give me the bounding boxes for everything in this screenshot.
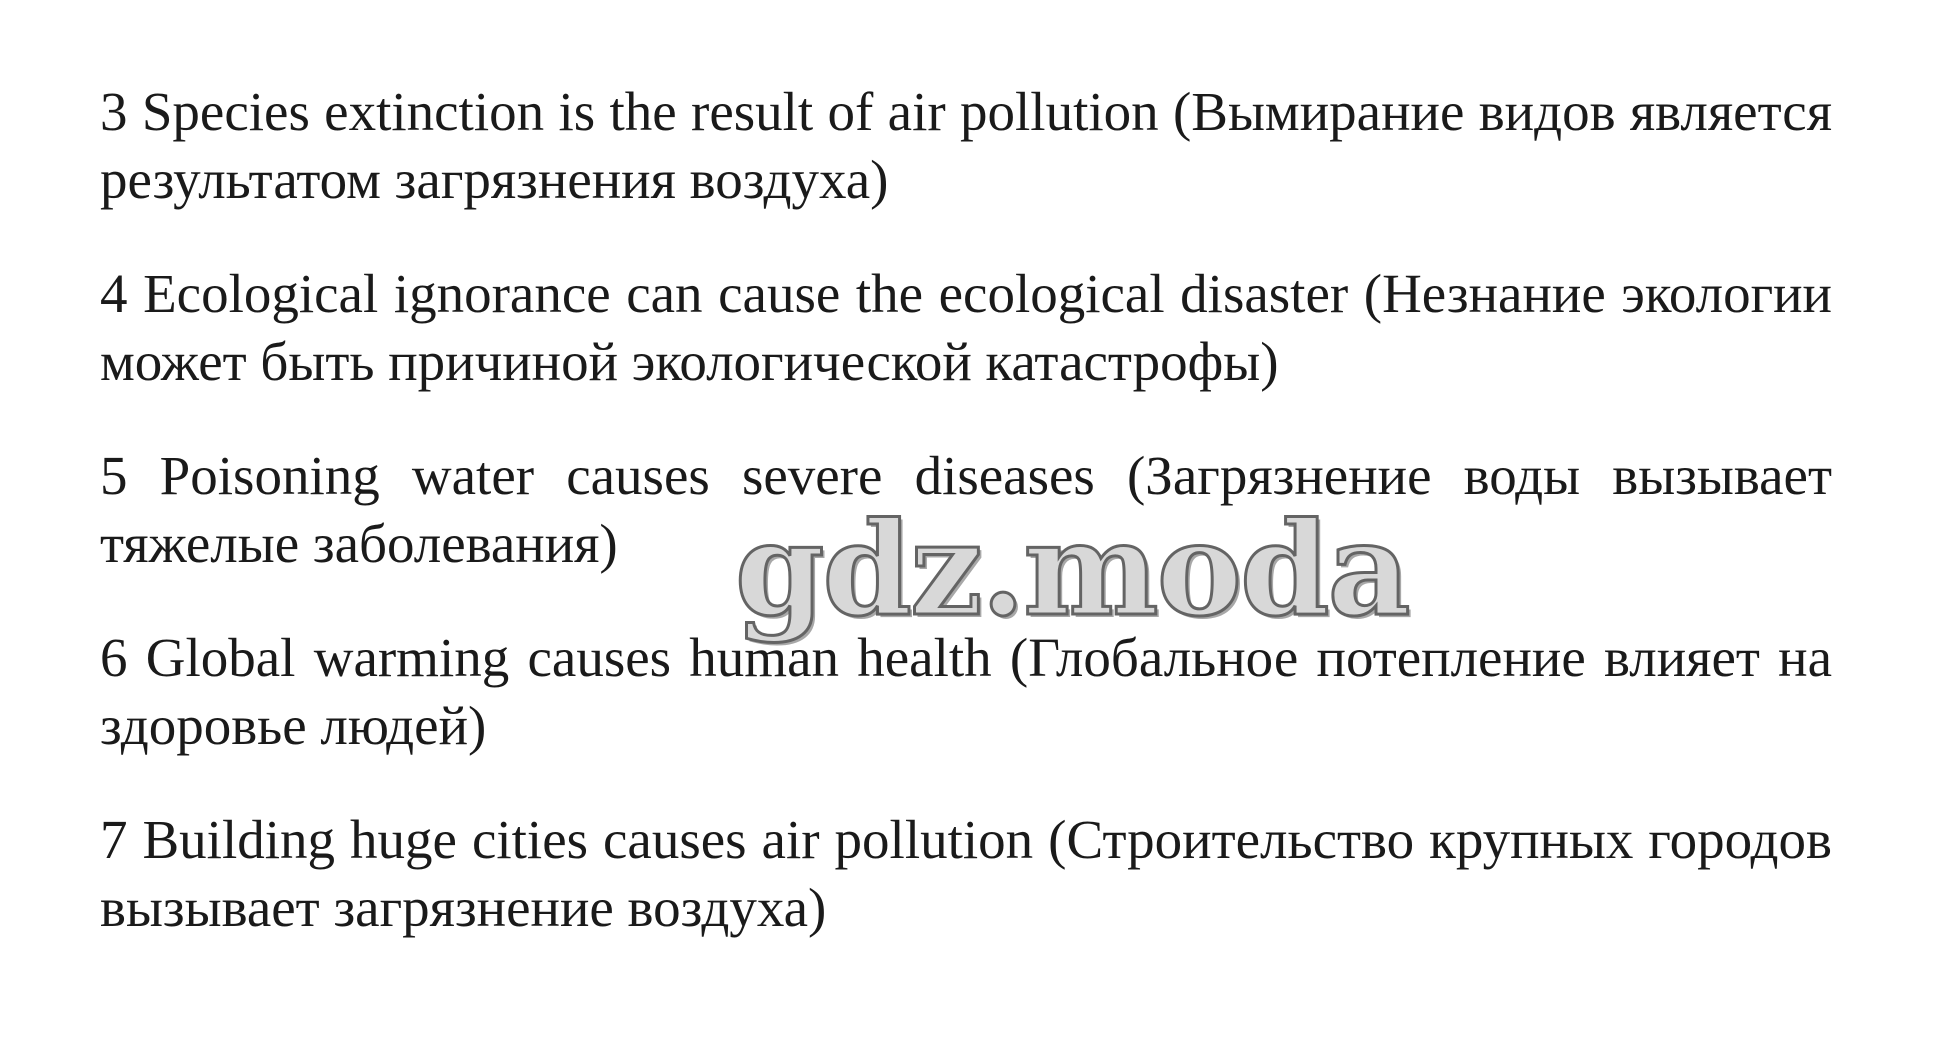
sentence-6: 6 Global warming causes human health (Глобальное потепление влияет на здоровье людей): [100, 627, 1832, 756]
sentence-7: 7 Building huge cities causes air pollution (Строительство крупных городов вызывает загрязнение воздуха): [100, 809, 1832, 938]
sentence-4: 4 Ecological ignorance can cause the ecological disaster (Незнание экологии может быть причиной экологической катастрофы): [100, 263, 1832, 392]
sentence-3: 3 Species extinction is the result of air pollution (Вымирание видов является результатом загрязнения воздуха): [100, 81, 1832, 210]
document-page: [100, 78, 1832, 988]
watermark-logo: gdz.moda: [735, 495, 1409, 645]
sentence-5: 5 Poisoning water causes severe diseases (Загрязнение воды вызывает тяжелые заболевания): [100, 445, 1832, 574]
